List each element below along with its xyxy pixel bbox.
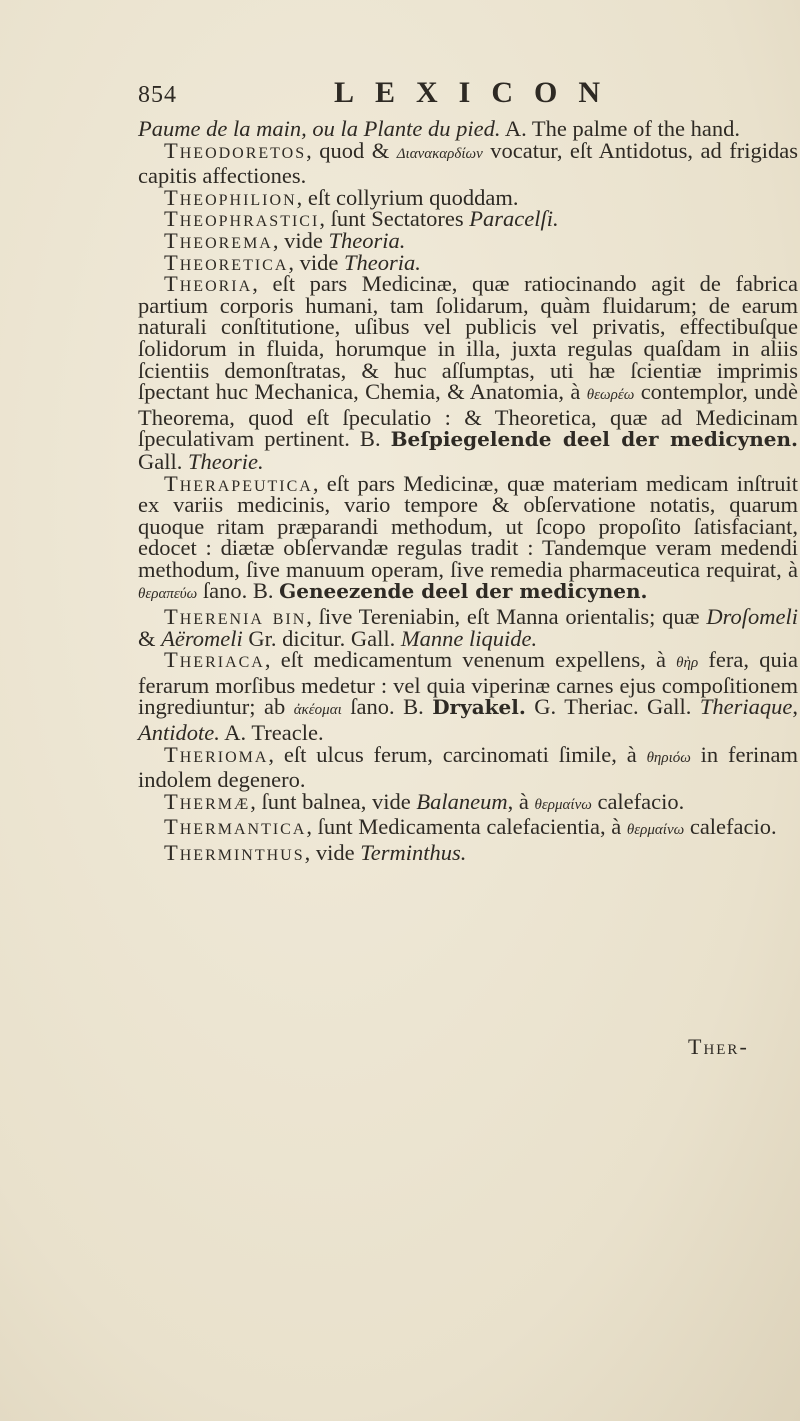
running-title: LEXICON — [334, 76, 622, 109]
entry-theorema: Theorema, vide Theoria. — [164, 227, 406, 253]
entry-paume: Paume de la main, ou la Plante du pied. A. The palme of the hand. — [138, 116, 740, 141]
entry-thermae: Thermæ, ſunt balnea, vide Balaneum, à θερμαίνω calefacio. — [164, 788, 685, 814]
page-header — [138, 74, 778, 114]
page-number: 854 — [138, 82, 177, 108]
entry-therapeutica: Therapeutica, eſt pars Medicinæ, quæ materiam medicam inſtruit ex variis medicinis, vario tempore & obſervatione notatis, quarum quoque ritam præparandi methodum, ut ſcopo propoſito ſatisfaciant, edocet : diætæ obſervandæ regulas tradit : Tandemque veram medendi methodum, ſive manuum operam, ſive remedia pharmaceutica requirat, à θεραπεύω ſano. B. Geneezende deel der medicynen. — [138, 470, 798, 604]
entry-theophilion: Theophilion, eſt collyrium quoddam. — [164, 184, 519, 210]
entry-theophrastici: Theophrastici, ſunt Sectatores Paracelſi. — [164, 206, 559, 232]
entry-therminthus: Therminthus, vide Terminthus. — [164, 840, 467, 865]
entry-theoretica: Theoretica, vide Theoria. — [164, 249, 421, 275]
entry-theodoretos: Theodoretos, quod & Διανακαρδίων vocatur, eſt Antidotus, ad frigidas capitis affectiones. — [138, 137, 798, 189]
dictionary-body — [138, 118, 798, 864]
entry-theoria: Theoria, eſt pars Medicinæ, quæ ratiocinando agit de fabrica partium corporis humani, tam ſolidarum, quàm fluidarum; de earum naturali conſtitutione, uſibus vel publicis vel privatis, effectibuſque ſolidorum in fluida, horumque in illa, juxta regulas quaſdam in aliis ſcientiis demonſtratas, & huc aſſumptas, uti hæ ſcientiæ imprimis ſpectant huc Mechanica, Chemia, & Anatomia, à θεωρέω contemplor, undè Theorema, quod eſt ſpeculatio : & Theoretica, quæ ad Medicinam ſpeculativam pertinent. B. Beſpiegelende deel der medicynen. Gall. Theorie. — [138, 271, 798, 474]
entry-theriaca: Theriaca, eſt medicamentum venenum expellens, à θὴρ fera, quia ferarum morſibus medetur : vel quia viperinæ carnes ejus compoſitionem ingrediuntur; ab ἀκέομαι ſano. B. Dryakel. G. Theriac. Gall. Theriaque, Antidote. A. Treacle. — [138, 647, 799, 746]
entry-thermantica: Thermantica, ſunt Medicamenta calefacientia, à θερμαίνω calefacio. — [164, 814, 777, 840]
entry-thereniabin: Therenia bin, ſive Tereniabin, eſt Manna orientalis; quæ Droſomeli & Aëromeli Gr. dicitur. Gall. Manne liquide. — [138, 604, 798, 651]
catchword: Ther- — [688, 1034, 749, 1059]
entry-therioma: Therioma, eſt ulcus ferum, carcinomati ſimile, à θηριόω in ferinam indolem degenero. — [138, 741, 798, 793]
